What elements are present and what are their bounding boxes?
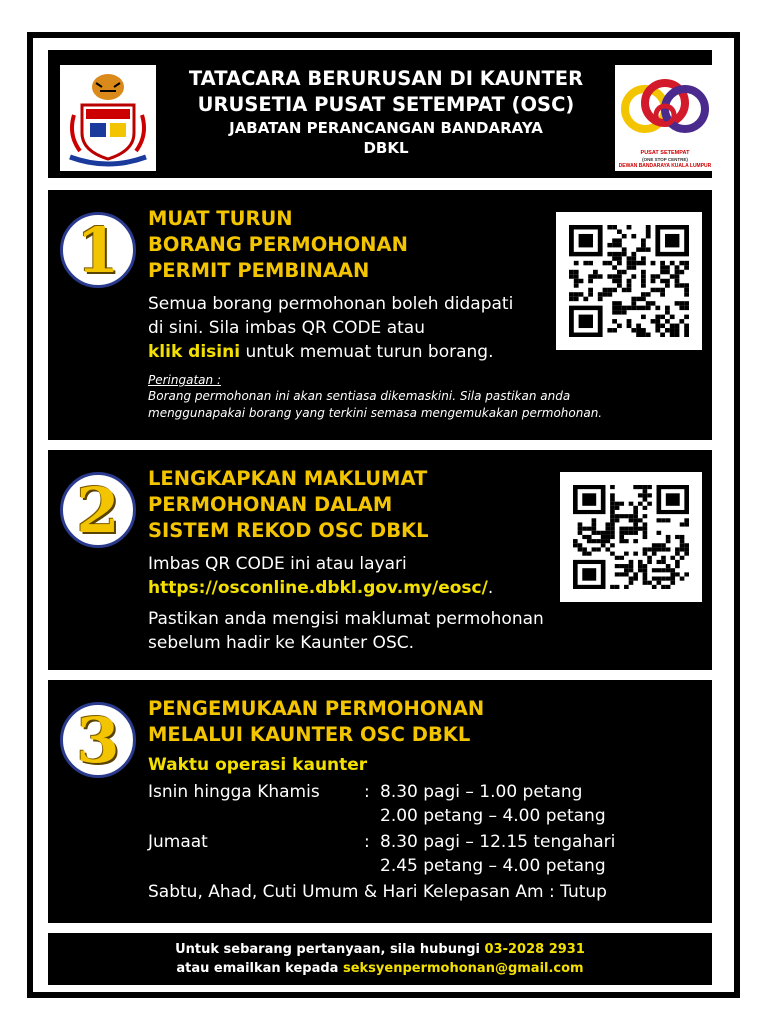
download-forms-link[interactable]: klik disini (148, 342, 241, 362)
footer-line1-prefix: Untuk sebarang pertanyaan, sila hubungi (175, 942, 485, 957)
step-1-warning-line1: Borang permohonan ini akan sentiasa dikemaskini. Sila pastikan anda (148, 389, 571, 403)
step-3-title-line1: PENGEMUKAAN PERMOHONAN (148, 697, 485, 720)
header-banner (48, 50, 712, 178)
schedule-closed-line: Sabtu, Ahad, Cuti Umum & Hari Kelepasan Am : Tutup (148, 882, 607, 902)
step-2-text-line1: Imbas QR CODE ini atau layari (148, 554, 407, 574)
step-2-title-line1: LENGKAPKAN MAKLUMAT (148, 467, 428, 490)
header-title-line2: URUSETIA PUSAT SETEMPAT (OSC) (197, 93, 575, 116)
footer-line2 (48, 959, 712, 978)
eosc-url-link[interactable]: https://osconline.dbkl.gov.my/eosc/ (148, 578, 488, 598)
poster-frame (27, 32, 740, 998)
dbkl-crest-logo (60, 65, 156, 171)
osc-logo-caption3: DEWAN BANDARAYA KUALA LUMPUR (618, 163, 712, 169)
contact-phone[interactable]: 03-2028 2931 (484, 942, 585, 957)
step-1-title-line1: MUAT TURUN (148, 207, 293, 230)
step-2-url-suffix: . (487, 578, 494, 598)
step-2-title-line2: PERMOHONAN DALAM (148, 493, 393, 516)
osc-logo-caption2: (ONE STOP CENTRE) (642, 157, 688, 162)
schedule-colon: : (364, 832, 370, 852)
step-1-number: 1 (60, 212, 136, 288)
osc-logo (615, 65, 715, 171)
step-1-text-line3-rest: untuk memuat turun borang. (240, 342, 494, 362)
schedule-row-fri-label: Jumaat (148, 832, 208, 852)
step-2-section (48, 450, 712, 670)
header-text (162, 66, 610, 158)
step-1-text-line2: di sini. Sila imbas QR CODE atau (148, 318, 425, 338)
qr-code-icon (573, 485, 689, 589)
qr-code-icon (569, 225, 689, 337)
contact-email[interactable]: seksyenpermohonan@gmail.com (342, 961, 584, 976)
step-3-title-line2: MELALUI KAUNTER OSC DBKL (148, 723, 471, 746)
footer-line2-prefix: atau emailkan kepada (176, 961, 343, 976)
step-3-number: 3 (60, 702, 136, 778)
operating-hours-heading: Waktu operasi kaunter (148, 755, 368, 775)
step-3-section (48, 680, 712, 923)
step-1-qr-code[interactable] (556, 212, 702, 350)
step-2-text-line3: Pastikan anda mengisi maklumat permohonan (148, 609, 544, 629)
header-title-line1: TATACARA BERURUSAN DI KAUNTER (188, 67, 584, 90)
step-1-text-line1: Semua borang permohonan boleh didapati (148, 294, 514, 314)
schedule-fri-slot2: 2.45 petang – 4.00 petang (380, 856, 606, 876)
schedule-row-mon-thu-label: Isnin hingga Khamis (148, 782, 320, 802)
step-1-section (48, 190, 712, 440)
poster-inner (33, 38, 734, 992)
footer-line1 (48, 940, 712, 959)
step-2-number: 2 (60, 472, 136, 548)
schedule-row-fri (148, 830, 688, 878)
step-1-warning-text (148, 388, 688, 422)
header-subtitle-line2: DBKL (363, 139, 409, 157)
dbkl-crest-icon (60, 65, 156, 171)
step-2-text-line4: sebelum hadir ke Kaunter OSC. (148, 633, 415, 653)
schedule-mon-thu-slot2: 2.00 petang – 4.00 petang (380, 806, 606, 826)
step-2-qr-code[interactable] (560, 472, 702, 602)
schedule-fri-slot1: 8.30 pagi – 12.15 tengahari (380, 832, 616, 852)
step-1-warning-line2: menggunapakai borang yang terkini semasa mengemukakan permohonan. (148, 406, 603, 420)
schedule-row-mon-thu (148, 780, 688, 828)
osc-rings-icon (615, 65, 715, 149)
header-subtitle-line1: JABATAN PERANCANGAN BANDARAYA (229, 119, 543, 137)
osc-logo-caption1: PUSAT SETEMPAT (640, 150, 690, 156)
contact-footer (48, 933, 712, 985)
step-1-title-line3: PERMIT PEMBINAAN (148, 259, 370, 282)
step-1-title-line2: BORANG PERMOHONAN (148, 233, 408, 256)
step-2-text-line2 (148, 576, 493, 600)
step-1-warning-head: Peringatan : (148, 373, 221, 387)
schedule-mon-thu-slot1: 8.30 pagi – 1.00 petang (380, 782, 583, 802)
step-2-title-line3: SISTEM REKOD OSC DBKL (148, 519, 429, 542)
step-1-text-line3 (148, 340, 494, 364)
schedule-colon: : (364, 782, 370, 802)
